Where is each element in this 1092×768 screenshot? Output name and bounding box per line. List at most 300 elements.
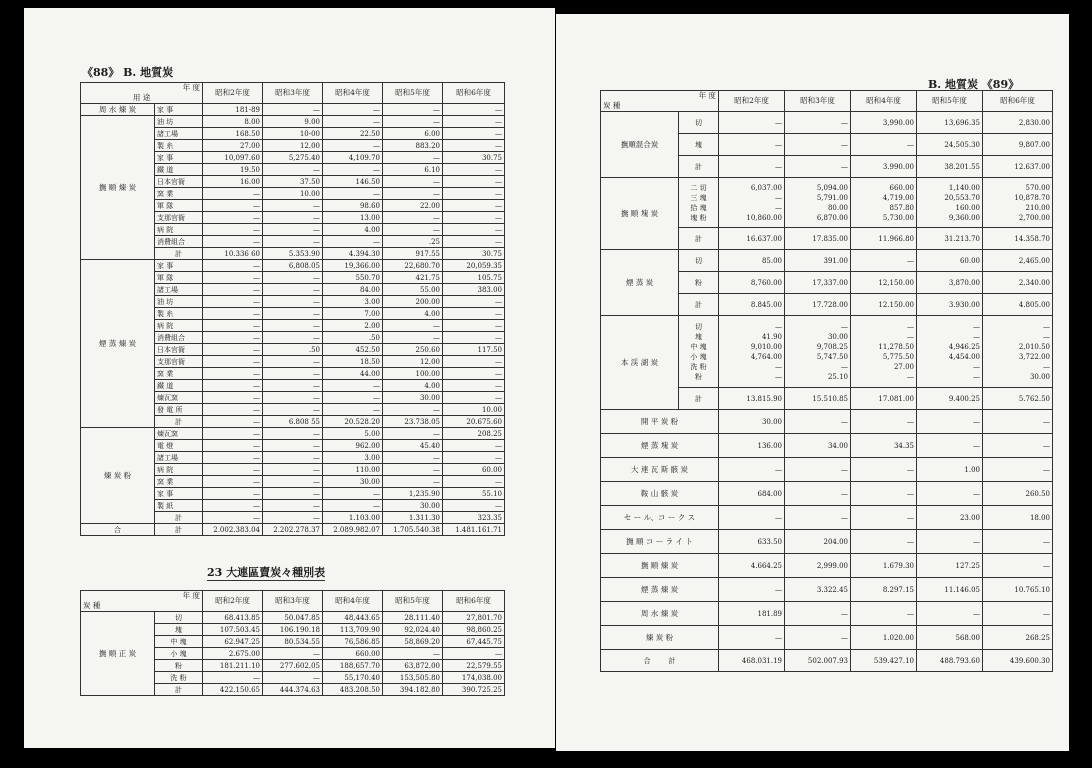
value-cell: 444.374.63 bbox=[263, 684, 323, 696]
total-value: 2.002.383.04 bbox=[203, 524, 263, 536]
value-line: 11,278.50 bbox=[878, 342, 915, 351]
value-cell: — bbox=[383, 464, 443, 476]
value-cell: — bbox=[263, 428, 323, 440]
column-header: 昭和5年度 bbox=[383, 83, 443, 104]
table-row bbox=[601, 506, 1053, 530]
value-cell: — bbox=[917, 530, 983, 554]
value-cell: — bbox=[263, 164, 323, 176]
value-cell: — bbox=[851, 506, 917, 530]
value-line: 25.10 bbox=[827, 372, 849, 381]
value-cell: 3.990.00 bbox=[851, 156, 917, 178]
value-cell: 28.111.40 bbox=[383, 612, 443, 624]
value-cell: — bbox=[383, 320, 443, 332]
value-cell: 12,150.00 bbox=[851, 272, 917, 294]
value-cell: — bbox=[323, 500, 383, 512]
value-cell: — bbox=[983, 458, 1053, 482]
value-cell: 15.510.85 bbox=[785, 388, 851, 410]
value-cell: 250.60 bbox=[383, 344, 443, 356]
table-row bbox=[601, 178, 1053, 228]
usage-cell: 消費組合 bbox=[155, 332, 203, 344]
value-cell: — bbox=[719, 156, 785, 178]
size-line: 塊 粉 bbox=[690, 213, 707, 222]
column-header: 昭和3年度 bbox=[263, 83, 323, 104]
value-cell: 11.146.05 bbox=[917, 578, 983, 602]
value-cell: — bbox=[203, 296, 263, 308]
value-cell: — bbox=[851, 482, 917, 506]
value-cell: 34.35 bbox=[851, 434, 917, 458]
value-cell: — bbox=[203, 428, 263, 440]
value-cell: 3,870.00 bbox=[917, 272, 983, 294]
value-cell: — bbox=[203, 200, 263, 212]
value-cell: — bbox=[983, 434, 1053, 458]
value-cell: 2,830.00 bbox=[983, 112, 1053, 134]
value-cell: 55.10 bbox=[443, 488, 505, 500]
value-cell: — bbox=[719, 458, 785, 482]
value-cell: 323.35 bbox=[443, 512, 505, 524]
total-value: 2.202.278.37 bbox=[263, 524, 323, 536]
value-cell: 174,038.00 bbox=[443, 672, 505, 684]
value-cell: — bbox=[785, 626, 851, 650]
value-cell: 27,801.70 bbox=[443, 612, 505, 624]
usage-cell: 窯 業 bbox=[155, 188, 203, 200]
value-cell: — bbox=[917, 482, 983, 506]
value-cell: — bbox=[443, 356, 505, 368]
size-line: 洗 粉 bbox=[690, 362, 707, 371]
value-cell: 17.081.00 bbox=[851, 388, 917, 410]
category-cell: 撫 順 コ ー ラ イ ト bbox=[601, 530, 719, 554]
left-page-header: 《88》 B. 地質炭 bbox=[82, 66, 174, 79]
value-cell: 13.815.90 bbox=[719, 388, 785, 410]
value-cell: 60.00 bbox=[917, 250, 983, 272]
value-cell: — bbox=[443, 500, 505, 512]
value-cell: 12.150.00 bbox=[851, 294, 917, 316]
usage-cell: 製 糸 bbox=[155, 308, 203, 320]
value-line: 20,553.70 bbox=[944, 193, 981, 202]
value-cell: — bbox=[203, 332, 263, 344]
table-row bbox=[81, 116, 505, 128]
value-cell: — bbox=[203, 464, 263, 476]
value-cell: — bbox=[203, 260, 263, 272]
value-cell: 2,340.00 bbox=[983, 272, 1053, 294]
value-cell: 4.00 bbox=[383, 380, 443, 392]
size-line: 切 bbox=[695, 322, 702, 331]
value-cell: — bbox=[323, 164, 383, 176]
value-cell: 8.00 bbox=[203, 116, 263, 128]
size-line: 拾 塊 bbox=[690, 203, 707, 212]
value-line: 570.00 bbox=[1025, 183, 1051, 192]
usage-cell: 計 bbox=[155, 512, 203, 524]
value-cell: 5.00 bbox=[323, 428, 383, 440]
value-line: — bbox=[973, 372, 981, 381]
value-cell: 55.00 bbox=[383, 284, 443, 296]
value-cell: — bbox=[383, 212, 443, 224]
value-cell: 200.00 bbox=[383, 296, 443, 308]
size-line: 小 塊 bbox=[690, 352, 707, 361]
value-cell: 10.00 bbox=[263, 188, 323, 200]
value-cell: — bbox=[323, 188, 383, 200]
usage-cell: 製 糸 bbox=[155, 140, 203, 152]
value-line: — bbox=[775, 203, 783, 212]
value-cell: 22.50 bbox=[323, 128, 383, 140]
column-header: 昭和5年度 bbox=[383, 591, 443, 612]
value-cell: — bbox=[443, 368, 505, 380]
value-cell: 110.00 bbox=[323, 464, 383, 476]
value-cell: 181.89 bbox=[719, 602, 785, 626]
value-cell: 483.208.50 bbox=[323, 684, 383, 696]
value-cell: 18.00 bbox=[983, 506, 1053, 530]
category-cell: 撫 順 正 炭 bbox=[81, 612, 155, 696]
category-cell: 撫 順 塊 炭 bbox=[601, 178, 679, 250]
value-cell: — bbox=[851, 134, 917, 156]
corner-mid: 用 途 bbox=[132, 93, 151, 102]
value-cell: — bbox=[203, 488, 263, 500]
value-line: 9,010.00 bbox=[750, 342, 783, 351]
value-cell bbox=[983, 178, 1053, 228]
value-cell: — bbox=[917, 410, 983, 434]
value-cell: — bbox=[263, 648, 323, 660]
category-cell: 撫順混合炭 bbox=[601, 112, 679, 178]
size-cell: 切 bbox=[679, 112, 719, 134]
value-cell: 60.00 bbox=[443, 464, 505, 476]
table-row bbox=[601, 482, 1053, 506]
value-cell: 92,024.40 bbox=[383, 624, 443, 636]
size-cell: 塊 bbox=[679, 134, 719, 156]
value-cell: — bbox=[917, 434, 983, 458]
usage-cell: 計 bbox=[155, 416, 203, 428]
value-cell: — bbox=[719, 626, 785, 650]
column-header: 昭和4年度 bbox=[323, 591, 383, 612]
usage-cell: 諸工場 bbox=[155, 128, 203, 140]
value-line: 27.00 bbox=[893, 362, 915, 371]
value-line: 2,010.50 bbox=[1018, 342, 1051, 351]
value-cell: 17.728.00 bbox=[785, 294, 851, 316]
value-cell: — bbox=[203, 284, 263, 296]
value-cell: 22.00 bbox=[383, 200, 443, 212]
total-value: 488.793.60 bbox=[917, 650, 983, 672]
corner-top: 年 度 bbox=[182, 591, 201, 600]
value-cell: 660.00 bbox=[323, 648, 383, 660]
value-cell: — bbox=[443, 140, 505, 152]
value-cell: — bbox=[263, 476, 323, 488]
value-cell: 4,109.70 bbox=[323, 152, 383, 164]
value-cell: — bbox=[443, 116, 505, 128]
value-line: 5,791.00 bbox=[816, 193, 849, 202]
value-line: — bbox=[973, 322, 981, 331]
category-cell: 煙 蒸 煉 炭 bbox=[601, 578, 719, 602]
value-cell: — bbox=[203, 380, 263, 392]
value-cell: — bbox=[383, 648, 443, 660]
value-cell: — bbox=[851, 530, 917, 554]
value-cell: 44.00 bbox=[323, 368, 383, 380]
value-cell: 55,170.40 bbox=[323, 672, 383, 684]
value-cell: 13,696.35 bbox=[917, 112, 983, 134]
value-cell: — bbox=[263, 308, 323, 320]
value-cell: 17.835.00 bbox=[785, 228, 851, 250]
value-cell: 5.353.90 bbox=[263, 248, 323, 260]
value-cell: 10.336 60 bbox=[203, 248, 263, 260]
column-header: 昭和2年度 bbox=[203, 83, 263, 104]
value-cell: 12.00 bbox=[263, 140, 323, 152]
value-cell: — bbox=[203, 476, 263, 488]
value-cell: — bbox=[203, 500, 263, 512]
size-cell: 計 bbox=[679, 388, 719, 410]
value-cell: — bbox=[443, 452, 505, 464]
value-line: — bbox=[775, 362, 783, 371]
total-label-a: 合 bbox=[81, 524, 155, 536]
size-cell: 切 bbox=[155, 612, 203, 624]
value-cell: 14.358.70 bbox=[983, 228, 1053, 250]
value-cell: — bbox=[203, 308, 263, 320]
size-line: 三 塊 bbox=[690, 193, 707, 202]
value-cell: 260.50 bbox=[983, 482, 1053, 506]
value-cell: — bbox=[383, 404, 443, 416]
usage-table bbox=[80, 82, 505, 536]
value-cell: — bbox=[443, 212, 505, 224]
category-cell: 撫 順 煉 炭 bbox=[601, 554, 719, 578]
value-cell: 113,709.90 bbox=[323, 624, 383, 636]
usage-cell: 鐵 道 bbox=[155, 380, 203, 392]
value-cell: 12.00 bbox=[383, 356, 443, 368]
value-cell: — bbox=[383, 116, 443, 128]
value-cell: — bbox=[785, 602, 851, 626]
value-cell: — bbox=[785, 482, 851, 506]
value-cell: .50 bbox=[263, 344, 323, 356]
value-cell bbox=[719, 178, 785, 228]
value-cell: 8.297.15 bbox=[851, 578, 917, 602]
value-line: 1,140.00 bbox=[948, 183, 981, 192]
value-cell: 13.00 bbox=[323, 212, 383, 224]
value-cell: 12.637.00 bbox=[983, 156, 1053, 178]
value-cell: — bbox=[263, 392, 323, 404]
value-cell: — bbox=[785, 156, 851, 178]
value-cell: — bbox=[785, 112, 851, 134]
value-cell bbox=[719, 316, 785, 388]
value-cell: — bbox=[383, 152, 443, 164]
value-cell: 127.25 bbox=[917, 554, 983, 578]
value-cell: .50 bbox=[323, 332, 383, 344]
value-cell: — bbox=[443, 648, 505, 660]
value-cell: — bbox=[983, 602, 1053, 626]
value-cell: 6,808.05 bbox=[263, 260, 323, 272]
value-cell: 1.679.30 bbox=[851, 554, 917, 578]
value-cell: 6.808 55 bbox=[263, 416, 323, 428]
value-line: 9,708.25 bbox=[816, 342, 849, 351]
value-cell: 181-89 bbox=[203, 104, 263, 116]
category-cell: 煉 炭 粉 bbox=[81, 428, 155, 524]
value-cell: 181.211.10 bbox=[203, 660, 263, 672]
usage-cell: 軍 隊 bbox=[155, 272, 203, 284]
value-cell: 188,657.70 bbox=[323, 660, 383, 672]
usage-cell: 支那官衙 bbox=[155, 212, 203, 224]
value-cell: 452.50 bbox=[323, 344, 383, 356]
value-cell: 17,337.00 bbox=[785, 272, 851, 294]
value-cell: 550.70 bbox=[323, 272, 383, 284]
value-cell: — bbox=[917, 602, 983, 626]
value-cell: — bbox=[443, 176, 505, 188]
usage-cell: 窯 業 bbox=[155, 368, 203, 380]
value-cell: — bbox=[851, 458, 917, 482]
value-line: 857.80 bbox=[889, 203, 915, 212]
value-cell: 18.50 bbox=[323, 356, 383, 368]
value-cell: — bbox=[263, 464, 323, 476]
value-cell: 4.00 bbox=[383, 308, 443, 320]
value-cell: 1.311.30 bbox=[383, 512, 443, 524]
right-page bbox=[556, 14, 1069, 751]
value-cell: 58,869.20 bbox=[383, 636, 443, 648]
value-cell: 23.738.05 bbox=[383, 416, 443, 428]
value-cell: 5,275.40 bbox=[263, 152, 323, 164]
usage-cell: 病 院 bbox=[155, 464, 203, 476]
value-cell: — bbox=[983, 554, 1053, 578]
value-cell: — bbox=[203, 672, 263, 684]
value-cell: 22,579.55 bbox=[443, 660, 505, 672]
value-cell: 2.675.00 bbox=[203, 648, 263, 660]
value-cell: 4.00 bbox=[323, 224, 383, 236]
value-cell: 883.20 bbox=[383, 140, 443, 152]
right-page-header: B. 地質炭 《89》 bbox=[928, 78, 1020, 91]
size-cell: 中 塊 bbox=[155, 636, 203, 648]
value-cell: — bbox=[851, 250, 917, 272]
category-cell: 大 連 瓦 斯 骸 炭 bbox=[601, 458, 719, 482]
value-cell: — bbox=[983, 410, 1053, 434]
value-line: 9,360.00 bbox=[948, 213, 981, 222]
value-cell: 50.047.85 bbox=[263, 612, 323, 624]
value-cell bbox=[917, 178, 983, 228]
value-line: 5,094.00 bbox=[816, 183, 849, 192]
value-cell: 107.503.45 bbox=[203, 624, 263, 636]
table-row bbox=[601, 602, 1053, 626]
value-cell: 16.637.00 bbox=[719, 228, 785, 250]
value-cell: — bbox=[851, 410, 917, 434]
table-row bbox=[601, 554, 1053, 578]
corner-cell bbox=[81, 591, 203, 612]
value-cell: 394.182.80 bbox=[383, 684, 443, 696]
value-line: 6,870.00 bbox=[816, 213, 849, 222]
value-cell: 2,465.00 bbox=[983, 250, 1053, 272]
value-line: 30.00 bbox=[827, 332, 849, 341]
value-cell: — bbox=[263, 512, 323, 524]
value-cell: — bbox=[851, 602, 917, 626]
value-cell: — bbox=[383, 332, 443, 344]
value-cell: 3.930.00 bbox=[917, 294, 983, 316]
value-cell: — bbox=[719, 134, 785, 156]
value-cell: 100.00 bbox=[383, 368, 443, 380]
usage-cell: 窯 業 bbox=[155, 476, 203, 488]
size-cell bbox=[679, 178, 719, 228]
value-cell: — bbox=[443, 308, 505, 320]
total-value: 439.600.30 bbox=[983, 650, 1053, 672]
value-line: 5,775.50 bbox=[882, 352, 915, 361]
value-cell: 11.966.80 bbox=[851, 228, 917, 250]
value-line: — bbox=[841, 362, 849, 371]
column-header: 昭和4年度 bbox=[851, 91, 917, 112]
size-line: 二 切 bbox=[690, 183, 707, 192]
size-cell bbox=[679, 316, 719, 388]
value-cell: 20,059.35 bbox=[443, 260, 505, 272]
value-cell: 19,366.00 bbox=[323, 260, 383, 272]
value-cell: 7.00 bbox=[323, 308, 383, 320]
total-value: 502.007.93 bbox=[785, 650, 851, 672]
value-cell: — bbox=[443, 128, 505, 140]
value-cell: — bbox=[443, 332, 505, 344]
value-cell: — bbox=[263, 356, 323, 368]
value-cell: — bbox=[785, 134, 851, 156]
usage-cell: 消費組合 bbox=[155, 236, 203, 248]
value-cell: 917.55 bbox=[383, 248, 443, 260]
usage-cell: 發 電 所 bbox=[155, 404, 203, 416]
value-cell: — bbox=[203, 356, 263, 368]
corner-top: 年 度 bbox=[182, 83, 201, 92]
category-cell: 煙 蒸 塊 炭 bbox=[601, 434, 719, 458]
value-cell: 38.201.55 bbox=[917, 156, 983, 178]
value-cell: 9.00 bbox=[263, 116, 323, 128]
value-cell: 63,872.00 bbox=[383, 660, 443, 672]
value-line: — bbox=[907, 372, 915, 381]
value-cell: — bbox=[323, 488, 383, 500]
total-value: 468.031.19 bbox=[719, 650, 785, 672]
size-line: 塊 bbox=[695, 332, 702, 341]
usage-cell: 油 坊 bbox=[155, 116, 203, 128]
table-row bbox=[601, 530, 1053, 554]
value-cell: 30.75 bbox=[443, 152, 505, 164]
value-cell: 22,680.70 bbox=[383, 260, 443, 272]
column-header: 昭和2年度 bbox=[203, 591, 263, 612]
table-row bbox=[81, 260, 505, 272]
size-line: 中 塊 bbox=[690, 342, 707, 351]
value-cell: — bbox=[263, 104, 323, 116]
category-cell: 煙 蒸 炭 bbox=[601, 250, 679, 316]
usage-cell: 日本官衙 bbox=[155, 344, 203, 356]
table-row bbox=[601, 626, 1053, 650]
value-cell: 3.00 bbox=[323, 296, 383, 308]
value-cell: 568.00 bbox=[917, 626, 983, 650]
value-cell: — bbox=[263, 236, 323, 248]
value-cell: 268.25 bbox=[983, 626, 1053, 650]
value-cell: 80.534.55 bbox=[263, 636, 323, 648]
value-cell: — bbox=[263, 212, 323, 224]
value-cell: — bbox=[785, 410, 851, 434]
value-cell: 633.50 bbox=[719, 530, 785, 554]
value-line: 5,730.00 bbox=[882, 213, 915, 222]
table-row bbox=[601, 578, 1053, 602]
total-value: 1.481.161.71 bbox=[443, 524, 505, 536]
value-cell: 19.50 bbox=[203, 164, 263, 176]
value-line: — bbox=[907, 332, 915, 341]
value-cell: — bbox=[443, 392, 505, 404]
value-cell: 10.765.10 bbox=[983, 578, 1053, 602]
column-header: 昭和3年度 bbox=[263, 591, 323, 612]
value-cell: 76,586.85 bbox=[323, 636, 383, 648]
value-cell: 8,760.00 bbox=[719, 272, 785, 294]
corner-cell bbox=[601, 91, 719, 112]
value-cell: 383.00 bbox=[443, 284, 505, 296]
value-line: 10,860.00 bbox=[746, 213, 783, 222]
value-line: 6,037.00 bbox=[750, 183, 783, 192]
value-cell: — bbox=[203, 236, 263, 248]
value-cell: 30.00 bbox=[323, 476, 383, 488]
value-cell: 3.00 bbox=[323, 452, 383, 464]
value-cell: 2,999.00 bbox=[785, 554, 851, 578]
table-row bbox=[601, 250, 1053, 272]
value-cell: — bbox=[443, 164, 505, 176]
value-cell: — bbox=[203, 416, 263, 428]
value-cell: — bbox=[263, 672, 323, 684]
value-cell: 48,443.65 bbox=[323, 612, 383, 624]
value-cell: 1.103.00 bbox=[323, 512, 383, 524]
table-row bbox=[601, 434, 1053, 458]
value-cell: 34.00 bbox=[785, 434, 851, 458]
column-header: 昭和6年度 bbox=[983, 91, 1053, 112]
